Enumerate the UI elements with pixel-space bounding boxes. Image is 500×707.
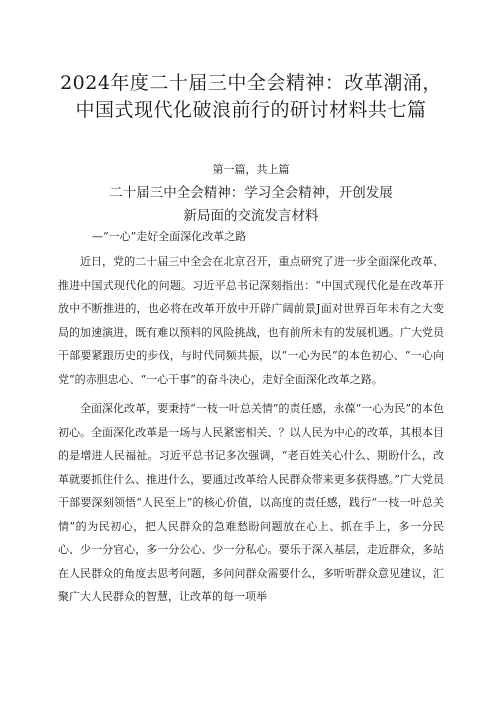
article-title-line-2: 新局面的交流发言材料 [183,208,319,224]
paragraph-1: 近日，党的二十届三中全会在北京召开，重点研究了进一步全面深化改革、推进中国式现代化的问题。习近平总书记深刻指出：“中国式现代化是在改革开放中不断推进的，也必将在改革开放中开辟广阔前景J面对世界百年未有之大变局的加速演进，既有难以预料的风险挑战，也有前所未有的发展机遇。广大党员干部要紧跟历史的步伐，与时代同频共振，以“一心为民”的本色初心、“一心向党”的赤胆忠心、“一心干事”的奋斗决心，走好全面深化改革之路。 [58,255,444,386]
section-label: 第一篇，共上篇 [212,163,290,176]
document-title [58,70,444,124]
article-subtitle: —“一心”走好全面深化改革之路 [92,230,247,243]
paragraph-2: 全面深化改革，要秉持“一枝一叶总关情”的责任感，永葆“一心为民”的本色初心。全面深化改革是一场与人民紧密相关、？以人民为中心的改革，其根本目的是增进人民福祉。习近平总书记多次强调，“老百姓关心什么、期盼什么，改革就要抓住什么、推进什么，要通过改革给人民群众带来更多获得感。”广大党员干部要深刻领悟“人民至上”的核心价值，以高度的责任感，践行“一枝一叶总关情”的为民初心，把人民群众的急难愁盼问题放在心上、抓在手上，多一分民心、少一分官心，多一分公心、少一分私心。要乐于深入基层，走近群众，多站在人民群众的角度去思考问题，多问问群众需要什么，多听听群众意见建议，汇聚广大人民群众的智慧，让改革的每一项举 [58,402,444,603]
article-title-line-1: 二十届三中全会精神：学习全会精神，开创发展 [109,185,393,201]
document-title-line-2: 中国式现代化破浪前行的研讨材料共七篇 [75,99,427,121]
document-title-line-1: 2024年度二十届三中全会精神：改革潮涌， [60,72,442,94]
article-title [58,182,444,228]
